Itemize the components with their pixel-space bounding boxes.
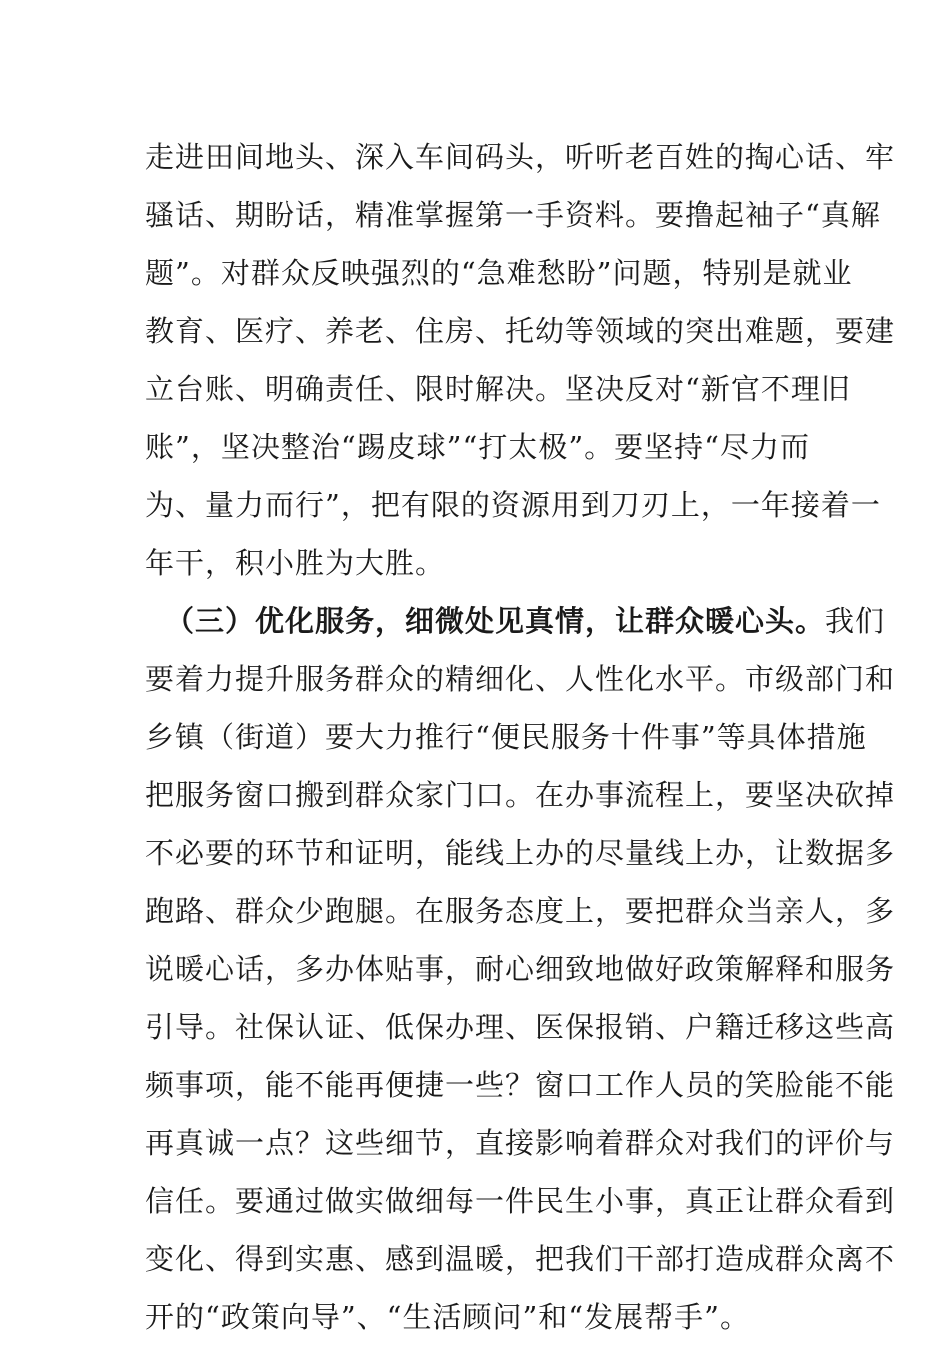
paragraph-line: 教育、医疗、养老、住房、托幼等领域的突出难题，要建	[145, 314, 896, 348]
paragraph-line: 信任。要通过做实做细每一件民生小事，真正让群众看到	[145, 1184, 896, 1218]
paragraph-line: 跑路、群众少跑腿。在服务态度上，要把群众当亲人，多	[145, 894, 896, 928]
paragraph-line: 立台账、明确责任、限时解决。坚决反对“新官不理旧	[145, 372, 851, 406]
paragraph-line: 题”。对群众反映强烈的“急难愁盼”问题，特别是就业	[145, 256, 853, 290]
paragraph-line: 再真诚一点？这些细节，直接影响着群众对我们的评价与	[145, 1126, 896, 1160]
section-heading-line	[145, 592, 886, 650]
paragraph-line: 年干，积小胜为大胜。	[145, 546, 446, 580]
document-body	[145, 128, 896, 1346]
paragraph-line: 要着力提升服务群众的精细化、人性化水平。市级部门和	[145, 662, 896, 696]
paragraph-line: 引导。社保认证、低保办理、医保报销、户籍迁移这些高	[145, 1010, 896, 1044]
paragraph-line: 骚话、期盼话，精准掌握第一手资料。要撸起袖子“真解	[145, 198, 881, 232]
paragraph-line: 乡镇（街道）要大力推行“便民服务十件事”等具体措施	[145, 720, 867, 754]
paragraph-line: 不必要的环节和证明，能线上办的尽量线上办，让数据多	[145, 836, 896, 870]
paragraph-line: 走进田间地头、深入车间码头，听听老百姓的掏心话、牢	[145, 140, 896, 174]
section-heading-tail: 我们	[825, 604, 886, 638]
paragraph-line: 账”，坚决整治“踢皮球”“打太极”。要坚持“尽力而	[145, 430, 810, 464]
paragraph-line: 说暖心话，多办体贴事，耐心细致地做好政策解释和服务	[145, 952, 896, 986]
paragraph-line: 开的“政策向导”、“生活顾问”和“发展帮手”。	[145, 1300, 750, 1334]
paragraph-line: 频事项，能不能再便捷一些？窗口工作人员的笑脸能不能	[145, 1068, 896, 1102]
paragraph-line: 为、量力而行”，把有限的资源用到刀刃上，一年接着一	[145, 488, 881, 522]
section-heading: （三）优化服务，细微处见真情，让群众暖心头。	[165, 604, 826, 638]
paragraph-line: 把服务窗口搬到群众家门口。在办事流程上，要坚决砍掉	[145, 778, 896, 812]
paragraph-line: 变化、得到实惠、感到温暖，把我们干部打造成群众离不	[145, 1242, 896, 1276]
